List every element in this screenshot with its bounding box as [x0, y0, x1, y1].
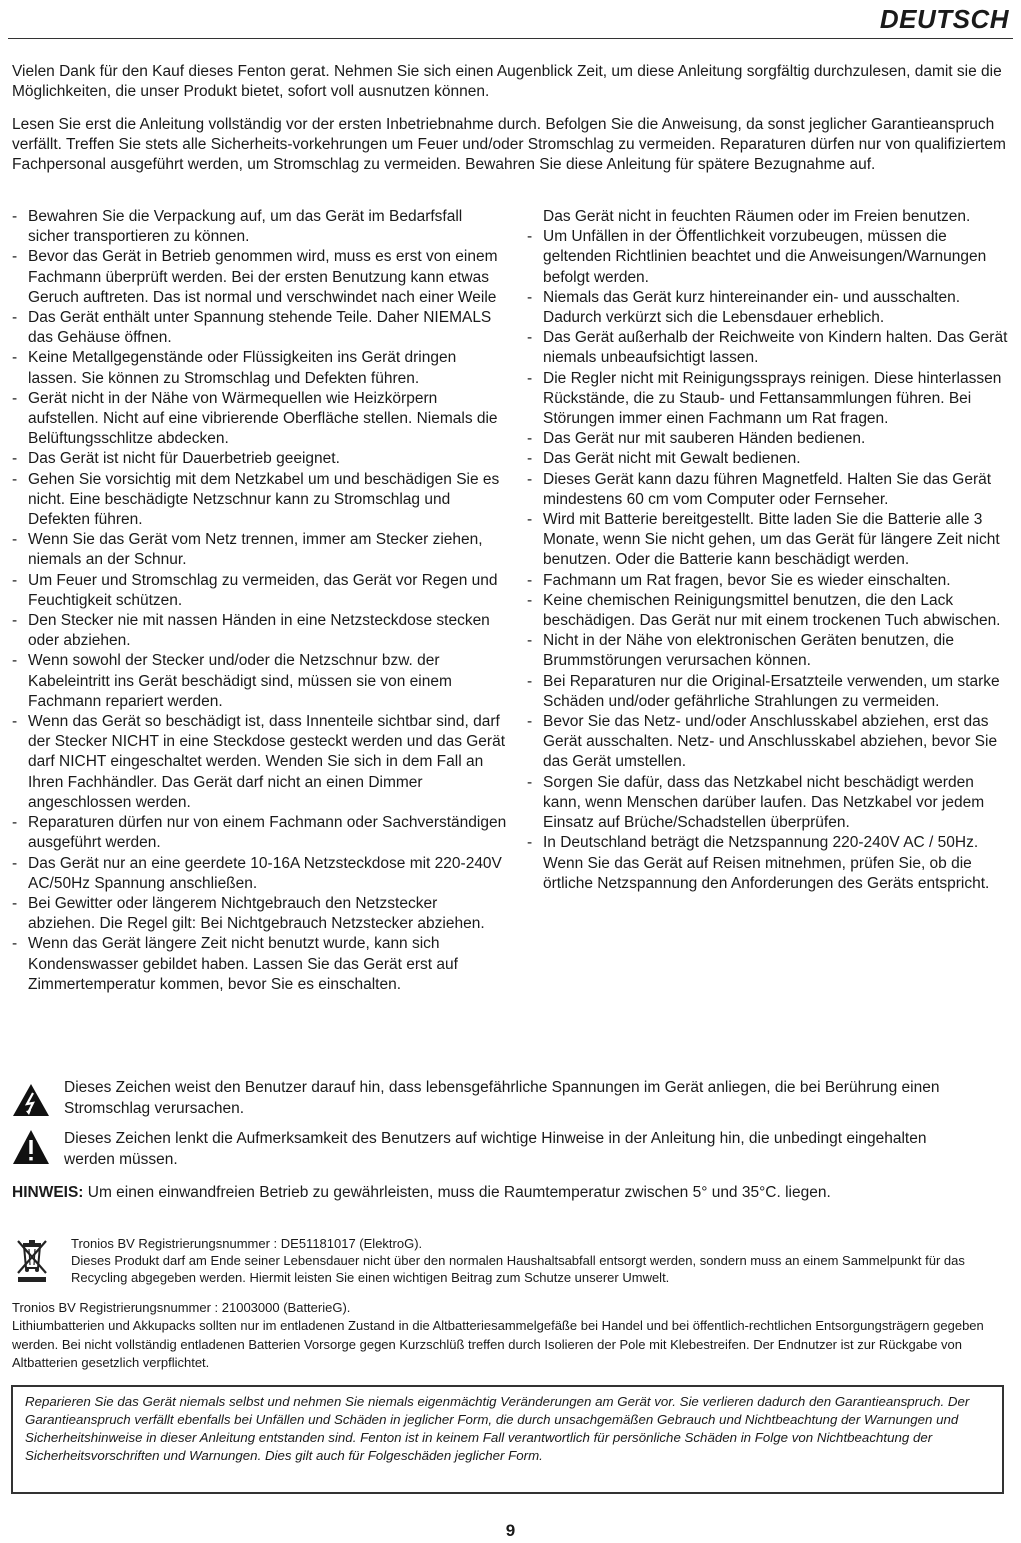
list-item: - Bevor das Gerät in Betrieb genommen wird, muss es erst von einem Fachmann überprüft werden. Bei der ersten Benutzung kann etwas Geruch auftreten. Das ist normal und verschwindet nach einer Weile	[12, 248, 498, 306]
disclaimer-box	[11, 1385, 1004, 1494]
list-item: - Das Gerät nur mit sauberen Händen bedienen.	[527, 430, 866, 448]
list-item: - Wenn sowohl der Stecker und/oder die Netzschnur bzw. der Kabeleintritt ins Gerät beschädigt sind, müssen sie von einem Fachmann repariert werden.	[12, 652, 452, 710]
list-item: - Bewahren Sie die Verpackung auf, um das Gerät im Bedarfsfall sicher transportieren zu können.	[12, 208, 463, 246]
high-voltage-icon	[12, 1082, 50, 1118]
battery-text: Lithiumbatterien und Akkupacks sollten nur im entladenen Zustand in die Altbatteriesammelgefäße bei Handel und bei öffentlich-rechtlichen Entsorgungsträgern gegeben werden. Bei nicht vollständig entladenen Batterien Vorsorge gegen Kurzschlüß treffen durch Isolieren der Pole mit Klebestreifen. Der Endnutzer ist zur Rückgabe von Altbatterien gesetzlich verpflichtet.	[12, 1318, 984, 1370]
list-item: - Dieses Gerät kann dazu führen Magnetfeld. Halten Sie das Gerät mindestens 60 cm vom Computer oder Fernseher.	[527, 470, 992, 508]
intro-thanks: Vielen Dank für den Kauf dieses Fenton gerat. Nehmen Sie sich einen Augenblick Zeit, um diese Anleitung sorgfältig durchzulesen, damit sie die Möglichkeiten, die unser Produkt bietet, sofort voll ausnutzen können.	[12, 63, 1002, 100]
list-item: - Bei Reparaturen nur die Original-Ersatzteile verwenden, um starke Schäden und/oder gefährliche Strahlungen zu vermeiden.	[527, 672, 1000, 710]
list-item: - Bevor Sie das Netz- und/oder Anschlusskabel abziehen, erst das Gerät ausschalten. Netz- und Anschlusskabel abziehen, bevor Sie das Gerät umstellen.	[527, 713, 998, 771]
list-item: - Fachmann um Rat fragen, bevor Sie es wieder einschalten.	[527, 571, 951, 589]
list-item: - Das Gerät nicht mit Gewalt bedienen.	[527, 450, 801, 468]
exclamation-warning-icon	[12, 1129, 50, 1165]
weee-crossed-bin-icon	[14, 1237, 50, 1283]
list-item: - Keine Metallgegenstände oder Flüssigkeiten ins Gerät dringen lassen. Sie können zu Stromschlag und Defekten führen.	[12, 349, 457, 387]
note-text: Um einen einwandfreien Betrieb zu gewährleisten, muss die Raumtemperatur zwischen 5° und 35°C. liegen.	[83, 1184, 831, 1201]
list-item: - In Deutschland beträgt die Netzspannung 220-240V AC / 50Hz. Wenn Sie das Gerät auf Reisen mitnehmen, prüfen Sie, ob die örtliche Netzspannung den Anforderungen des Geräts entspricht.	[527, 834, 990, 892]
list-item: - Die Regler nicht mit Reinigungssprays reinigen. Diese hinterlassen Rückstände, die zu Staub- und Fettansammlungen führen. Bei Störungen immer einen Fachmann um Rat fragen.	[527, 369, 1002, 428]
note-label: HINWEIS:	[12, 1184, 84, 1201]
list-item: - Niemals das Gerät kurz hintereinander ein- und ausschalten. Dadurch verkürzt sich die Lebensdauer erheblich.	[527, 288, 961, 327]
list-item: - Nicht in der Nähe von elektronischen Geräten benutzen, die Brummstörungen verursachen können.	[527, 632, 954, 670]
list-item: - Gerät nicht in der Nähe von Wärmequellen wie Heizkörpern aufstellen. Nicht auf eine vibrierende Oberfläche stellen. Niemals die Belüftungsschlitze abdecken.	[12, 389, 498, 448]
note	[12, 1183, 1012, 1203]
intro-read-first: Lesen Sie erst die Anleitung vollständig vor der ersten Inbetriebnahme durch. Befolgen Sie die Anweisung, da sonst jeglicher Garantieanspruch verfällt. Treffen Sie stets alle Sicherheits-vorkehrungen um Feuer und/oder Stromschlag zu vermeiden. Reparaturen dürfen nur von qualifiziertem Fachpersonal ausgeführt werden, um Stromschlag zu vermeiden. Bewahren Sie diese Anleitung für spätere Bezugnahme auf.	[12, 116, 1006, 173]
header-divider	[8, 38, 1013, 39]
list-item: - Wenn das Gerät so beschädigt ist, dass Innenteile sichtbar sind, darf der Stecker NICHT in eine Steckdose gesteckt werden und das Gerät darf NICHT eingeschaltet werden. Wenden Sie sich in dem Fall an Ihren Fachhändler. Das Gerät darf nicht an einen Dimmer angeschlossen werden.	[12, 713, 506, 811]
list-item: - Gehen Sie vorsichtig mit dem Netzkabel um und beschädigen Sie es nicht. Eine beschädigte Netzschnur kann zu Stromschlag und Defekten führen.	[12, 470, 500, 529]
safety-list-right	[527, 207, 1012, 894]
safety-list-left	[12, 207, 507, 995]
list-item: - Um Unfällen in der Öffentlichkeit vorzubeugen, müssen die geltenden Richtlinien beachtet und die Anweisungen/Warnungen befolgt werden.	[527, 228, 987, 286]
list-item: - Das Gerät außerhalb der Reichweite von Kindern halten. Das Gerät niemals unbeaufsichtigt lassen.	[527, 329, 1008, 367]
list-item: - Reparaturen dürfen nur von einem Fachmann oder Sachverständigen ausgeführt werden.	[12, 814, 507, 852]
list-item-continuation: Das Gerät nicht in feuchten Räumen oder im Freien benutzen.	[543, 208, 971, 225]
list-item: - Wenn das Gerät längere Zeit nicht benutzt wurde, kann sich Kondenswasser gebildet haben. Lassen Sie das Gerät erst auf Zimmertemperatur kommen, bevor Sie es einschalten.	[12, 935, 458, 993]
disclaimer-text: Reparieren Sie das Gerät niemals selbst und nehmen Sie niemals eigenmächtig Veränderungen am Gerät vor. Sie verlieren dadurch den Garantieanspruch. Der Garantieanspruch verfällt ebenfalls bei Unfällen und Schäden in jeglicher Form, die durch unsachgemäßen Gebrauch und Nichtbeachtung der Warnungen und Sicherheitshinweise in dieser Anleitung entstanden sind. Fenton ist in keinem Fall verantwortlich für persönliche Schäden in Folge von Nichtbeachtung der Sicherheitsvorschriften und Warnungen. Dies gilt auch für Folgeschäden jeglicher Form.	[25, 1394, 970, 1463]
list-item: - Sorgen Sie dafür, dass das Netzkabel nicht beschädigt werden kann, wenn Menschen darüber laufen. Das Netzkabel vor jedem Einsatz auf Brüche/Schadstellen überprüfen.	[527, 773, 985, 832]
list-item: - Wird mit Batterie bereitgestellt. Bitte laden Sie die Batterie alle 3 Monate, wenn Sie nicht gehen, um das Gerät für längere Zeit nicht benutzen. Oder die Batterie kann beschädigt werden.	[527, 511, 1000, 569]
list-item: - Wenn Sie das Gerät vom Netz trennen, immer am Stecker ziehen, niemals an der Schnur.	[12, 531, 483, 569]
list-item: - Keine chemischen Reinigungsmittel benutzen, die den Lack beschädigen. Das Gerät nur mit einem trockenen Tuch abwischen.	[527, 591, 1001, 630]
list-item: - Um Feuer und Stromschlag zu vermeiden, das Gerät vor Regen und Feuchtigkeit schützen.	[12, 571, 498, 609]
battery-registration: Tronios BV Registrierungsnummer : 21003000 (BatterieG).	[12, 1300, 351, 1315]
list-item: - Das Gerät nur an eine geerdete 10-16A Netzsteckdose mit 220-240V AC/50Hz Spannung anschließen.	[12, 854, 502, 892]
language-title: DEUTSCH	[879, 4, 1009, 34]
weee-text: Dieses Produkt darf am Ende seiner Lebensdauer nicht über den normalen Haushaltsabfall entsorgt werden, sondern muss an einem Sammelpunkt für das Recycling abgegeben werden. Hiermit leisten Sie einen wichtigen Beitrag zum Schutze unserer Umwelt.	[71, 1253, 965, 1285]
list-item: - Bei Gewitter oder längerem Nichtgebrauch den Netzstecker abziehen. Die Regel gilt: Bei Nichtgebrauch Netzstecker abziehen.	[12, 894, 485, 933]
list-item: - Den Stecker nie mit nassen Händen in eine Netzsteckdose stecken oder abziehen.	[12, 612, 490, 650]
attention-warning-text: Dieses Zeichen lenkt die Aufmerksamkeit des Benutzers auf wichtige Hinweise in der Anleitung hin, die unbedingt eingehalten werden müssen.	[64, 1130, 927, 1168]
weee-registration: Tronios BV Registrierungsnummer : DE51181017 (ElektroG).	[71, 1236, 423, 1251]
list-item: - Das Gerät ist nicht für Dauerbetrieb geeignet.	[12, 450, 340, 468]
page-number: 9	[505, 1521, 516, 1540]
list-item: - Das Gerät enthält unter Spannung stehende Teile. Daher NIEMALS das Gehäuse öffnen.	[12, 309, 492, 347]
voltage-warning-text: Dieses Zeichen weist den Benutzer darauf hin, dass lebensgefährliche Spannungen im Gerät anliegen, die bei Berührung einen Stromschlag verursachen.	[64, 1079, 940, 1117]
